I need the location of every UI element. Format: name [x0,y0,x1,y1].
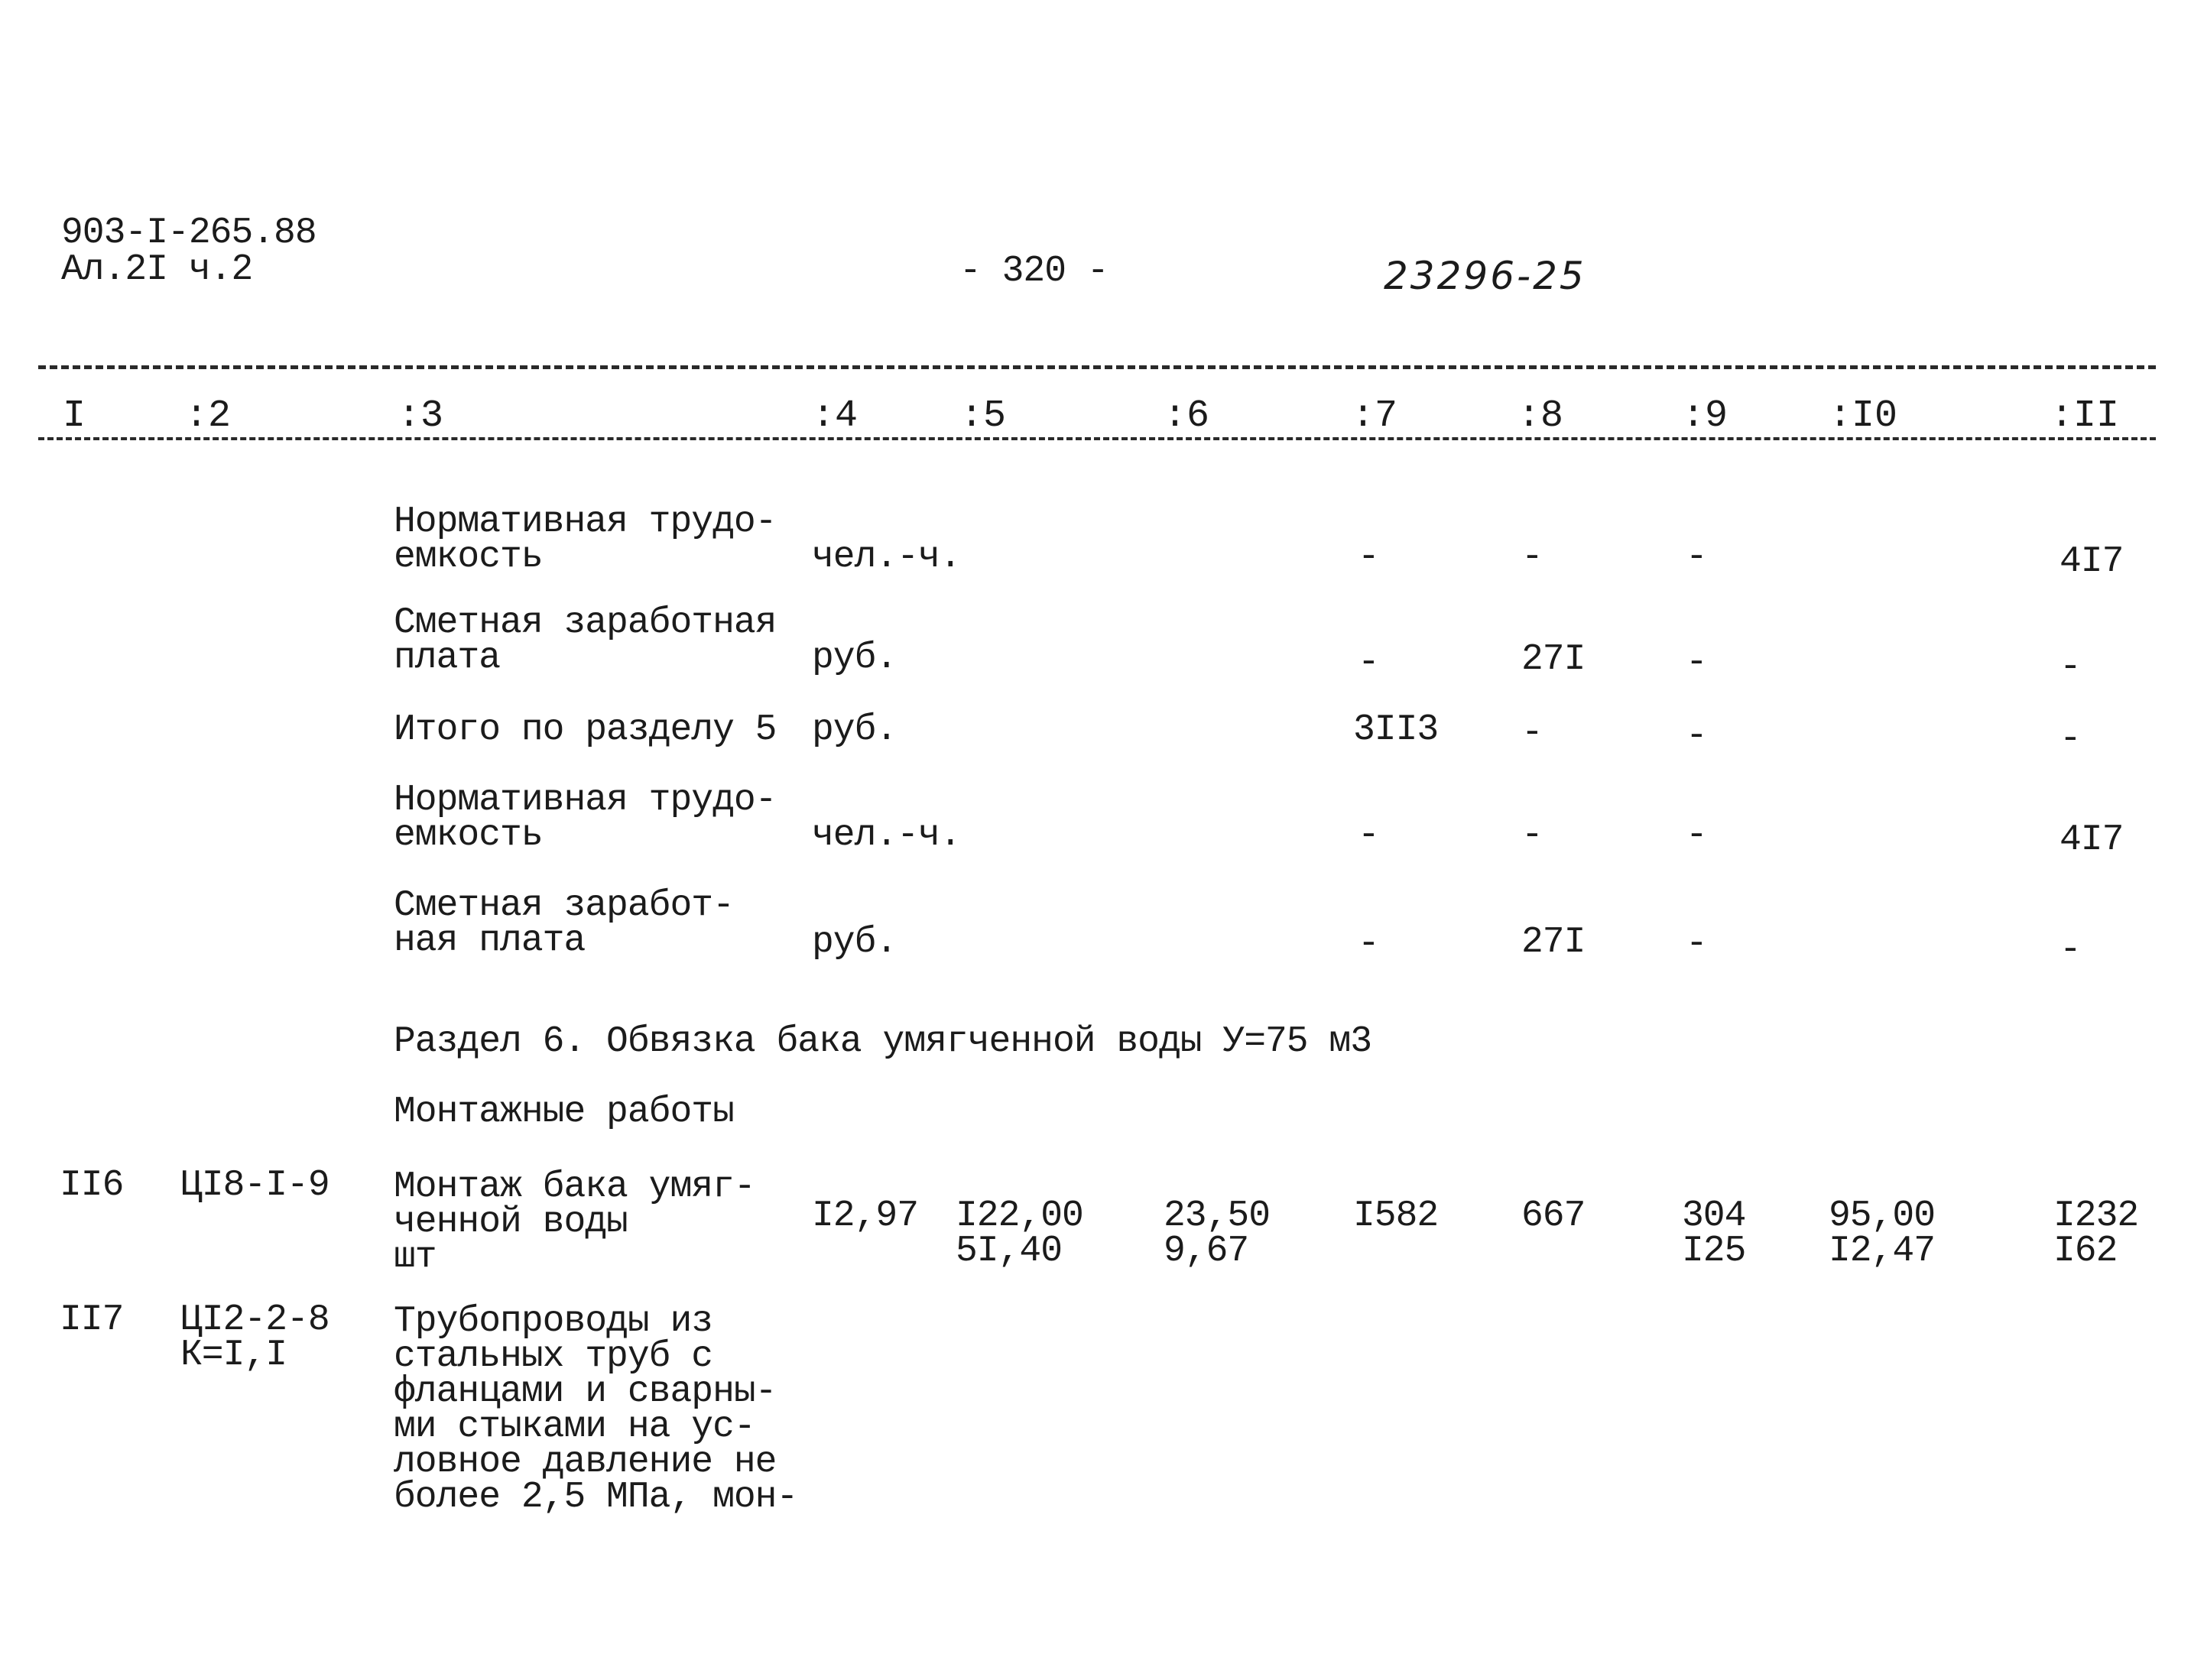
mounting-works-title: Монтажные работы [394,1091,734,1133]
row4-col9: - [1686,815,1708,856]
row3-col11: - [2060,718,2082,760]
top-dashed-rule [38,365,2156,369]
stamp-code: 23296-25 [1384,254,1586,298]
row3-col8: - [1521,712,1543,754]
row5-col11: - [2060,929,2082,971]
row5-unit: руб. [812,922,897,963]
section-6-title: Раздел 6. Обвязка бака умягченной воды У=75 м3 [394,1021,1372,1062]
item116-code: ЦI8-I-9 [180,1165,329,1206]
row4-unit: чел.-ч. [812,815,961,856]
row5-col7: - [1358,923,1380,965]
row5-name: Сметная заработ- ная плата [394,885,734,962]
item116-col10: 95,00 I2,47 [1829,1195,1936,1272]
col-header-2: :2 [185,394,232,438]
row1-col8: - [1521,537,1543,578]
row2-col7: - [1358,642,1380,683]
row2-unit: руб. [812,637,897,679]
item116-number: II6 [60,1165,124,1206]
row5-col8: 27I [1521,922,1586,963]
row2-col8: 27I [1521,639,1586,680]
item116-col8: 667 [1521,1195,1586,1237]
column-header-underline [38,437,2156,440]
item117-code: ЦI2-2-8 К=I,I [180,1299,329,1376]
col-header-5: :5 [960,394,1007,438]
row4-col8: - [1521,815,1543,856]
row2-col9: - [1686,642,1708,683]
row4-col7: - [1358,815,1380,856]
row1-col7: - [1358,537,1380,578]
row1-col11: 4I7 [2060,541,2124,582]
item116-name: Монтаж бака умяг- ченной воды шт [394,1166,755,1278]
row4-name: Нормативная трудо- емкость [394,780,777,856]
row3-col7: 3II3 [1353,709,1439,751]
row1-unit: чел.-ч. [812,537,961,578]
col-header-10: :I0 [1829,394,1898,438]
item116-col11: I232 I62 [2053,1195,2139,1272]
row1-name: Нормативная трудо- емкость [394,501,777,578]
document-code: 903-I-265.88 [61,212,316,254]
page-number: - 320 - [959,251,1108,292]
col-header-1: I [63,394,86,438]
row3-unit: руб. [812,709,897,751]
item116-col6: 23,50 9,67 [1164,1195,1271,1272]
item116-col7: I582 [1353,1195,1439,1237]
row1-col9: - [1686,537,1708,578]
row3-col9: - [1686,715,1708,757]
col-header-4: :4 [812,394,859,438]
row2-name: Сметная заработная плата [394,602,777,679]
col-header-8: :8 [1517,394,1564,438]
item116-col4: I2,97 [812,1195,919,1237]
col-header-6: :6 [1164,394,1210,438]
sheet-label: Ал.2I ч.2 [61,249,253,290]
row4-col11: 4I7 [2060,819,2124,861]
col-header-7: :7 [1352,394,1398,438]
item117-number: II7 [60,1299,124,1341]
col-header-9: :9 [1682,394,1728,438]
col-header-11: :II [2050,394,2120,438]
item117-name: Трубопроводы из стальных труб с фланцами и сварны- ми стыками на ус- ловное давление не более 2,5 МПа, мон- [394,1301,798,1518]
item116-col5: I22,00 5I,40 [956,1195,1083,1272]
row2-col11: - [2060,647,2082,688]
item116-col9: 304 I25 [1682,1195,1746,1272]
row5-col9: - [1686,923,1708,965]
col-header-3: :3 [398,394,444,438]
row3-name: Итого по разделу 5 [394,709,777,751]
